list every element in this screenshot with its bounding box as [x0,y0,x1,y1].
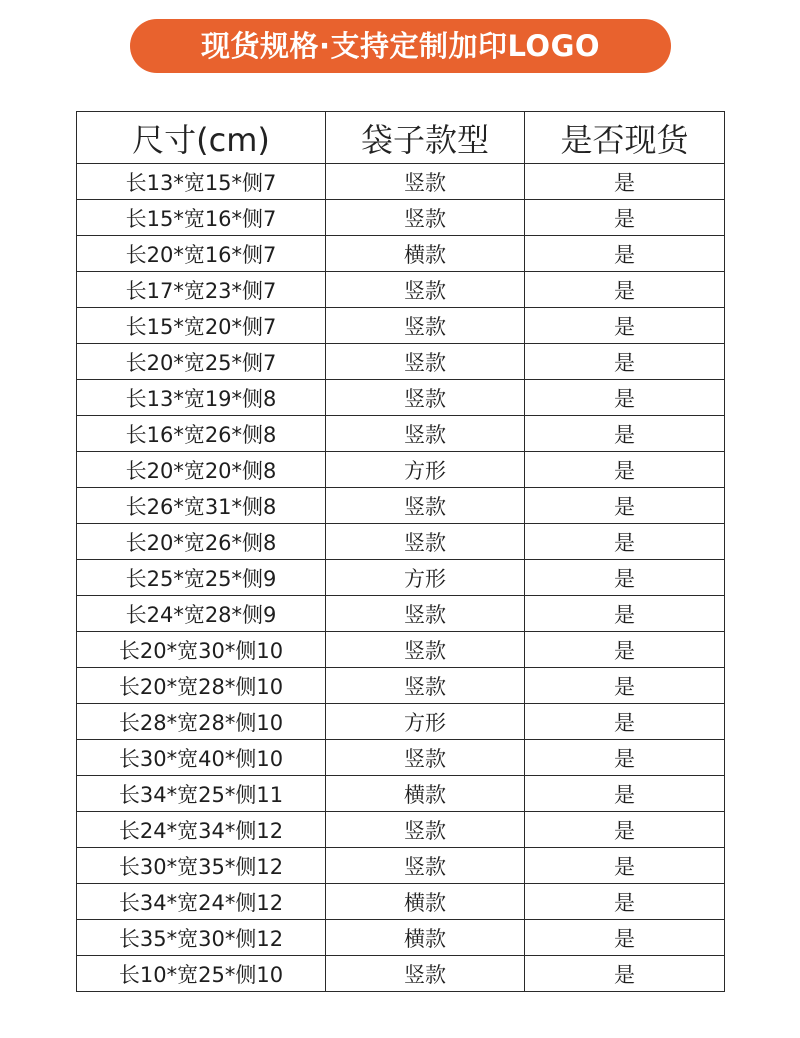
header-bag-style: 袋子款型 [326,112,525,164]
cell-in-stock: 是 [525,236,725,272]
table-row [77,524,725,560]
cell-bag-style: 竖款 [326,848,525,884]
cell-bag-style: 竖款 [326,956,525,992]
table-row [77,596,725,632]
cell-bag-style: 竖款 [326,740,525,776]
cell-in-stock: 是 [525,308,725,344]
cell-bag-style: 竖款 [326,524,525,560]
table-row [77,452,725,488]
cell-size: 长34*宽24*侧12 [77,884,326,920]
cell-size: 长35*宽30*侧12 [77,920,326,956]
cell-in-stock: 是 [525,488,725,524]
table-header-row [77,112,725,164]
table-row [77,560,725,596]
cell-bag-style: 竖款 [326,380,525,416]
header-size: 尺寸(cm) [77,112,326,164]
cell-in-stock: 是 [525,200,725,236]
cell-size: 长24*宽34*侧12 [77,812,326,848]
cell-bag-style: 竖款 [326,668,525,704]
table-row [77,956,725,992]
cell-size: 长30*宽40*侧10 [77,740,326,776]
table-row [77,380,725,416]
cell-bag-style: 竖款 [326,200,525,236]
cell-in-stock: 是 [525,452,725,488]
cell-in-stock: 是 [525,272,725,308]
cell-bag-style: 竖款 [326,272,525,308]
table-body [77,164,725,992]
cell-bag-style: 方形 [326,704,525,740]
table-row [77,272,725,308]
cell-in-stock: 是 [525,956,725,992]
cell-bag-style: 竖款 [326,632,525,668]
cell-size: 长28*宽28*侧10 [77,704,326,740]
cell-bag-style: 横款 [326,920,525,956]
cell-bag-style: 方形 [326,452,525,488]
cell-in-stock: 是 [525,884,725,920]
cell-in-stock: 是 [525,812,725,848]
cell-in-stock: 是 [525,560,725,596]
cell-size: 长20*宽20*侧8 [77,452,326,488]
cell-bag-style: 竖款 [326,344,525,380]
cell-in-stock: 是 [525,596,725,632]
table-row [77,668,725,704]
cell-bag-style: 竖款 [326,488,525,524]
cell-in-stock: 是 [525,848,725,884]
table-row [77,344,725,380]
cell-in-stock: 是 [525,344,725,380]
table-row [77,416,725,452]
cell-bag-style: 方形 [326,560,525,596]
cell-in-stock: 是 [525,632,725,668]
cell-bag-style: 横款 [326,236,525,272]
table-row [77,308,725,344]
cell-size: 长16*宽26*侧8 [77,416,326,452]
table-row [77,812,725,848]
cell-in-stock: 是 [525,524,725,560]
cell-bag-style: 横款 [326,884,525,920]
cell-bag-style: 竖款 [326,596,525,632]
cell-size: 长20*宽28*侧10 [77,668,326,704]
cell-size: 长26*宽31*侧8 [77,488,326,524]
table-row [77,776,725,812]
cell-bag-style: 竖款 [326,812,525,848]
cell-size: 长34*宽25*侧11 [77,776,326,812]
table-row [77,164,725,200]
cell-in-stock: 是 [525,668,725,704]
table-row [77,632,725,668]
table-row [77,848,725,884]
cell-bag-style: 横款 [326,776,525,812]
cell-size: 长20*宽26*侧8 [77,524,326,560]
cell-size: 长20*宽30*侧10 [77,632,326,668]
table-row [77,920,725,956]
cell-bag-style: 竖款 [326,308,525,344]
table-row [77,488,725,524]
table-row [77,704,725,740]
table-row [77,236,725,272]
cell-size: 长20*宽25*侧7 [77,344,326,380]
cell-in-stock: 是 [525,920,725,956]
cell-size: 长17*宽23*侧7 [77,272,326,308]
cell-bag-style: 竖款 [326,164,525,200]
spec-banner-title: 现货规格·支持定制加印LOGO [130,19,671,73]
cell-size: 长15*宽20*侧7 [77,308,326,344]
cell-size: 长25*宽25*侧9 [77,560,326,596]
cell-in-stock: 是 [525,416,725,452]
header-in-stock: 是否现货 [525,112,725,164]
cell-size: 长13*宽15*侧7 [77,164,326,200]
table-row [77,740,725,776]
cell-size: 长30*宽35*侧12 [77,848,326,884]
cell-in-stock: 是 [525,740,725,776]
cell-size: 长10*宽25*侧10 [77,956,326,992]
cell-size: 长24*宽28*侧9 [77,596,326,632]
cell-size: 长15*宽16*侧7 [77,200,326,236]
cell-bag-style: 竖款 [326,416,525,452]
cell-in-stock: 是 [525,776,725,812]
table-row [77,884,725,920]
cell-in-stock: 是 [525,164,725,200]
table-row [77,200,725,236]
cell-size: 长20*宽16*侧7 [77,236,326,272]
cell-size: 长13*宽19*侧8 [77,380,326,416]
spec-table [76,111,725,992]
cell-in-stock: 是 [525,704,725,740]
cell-in-stock: 是 [525,380,725,416]
